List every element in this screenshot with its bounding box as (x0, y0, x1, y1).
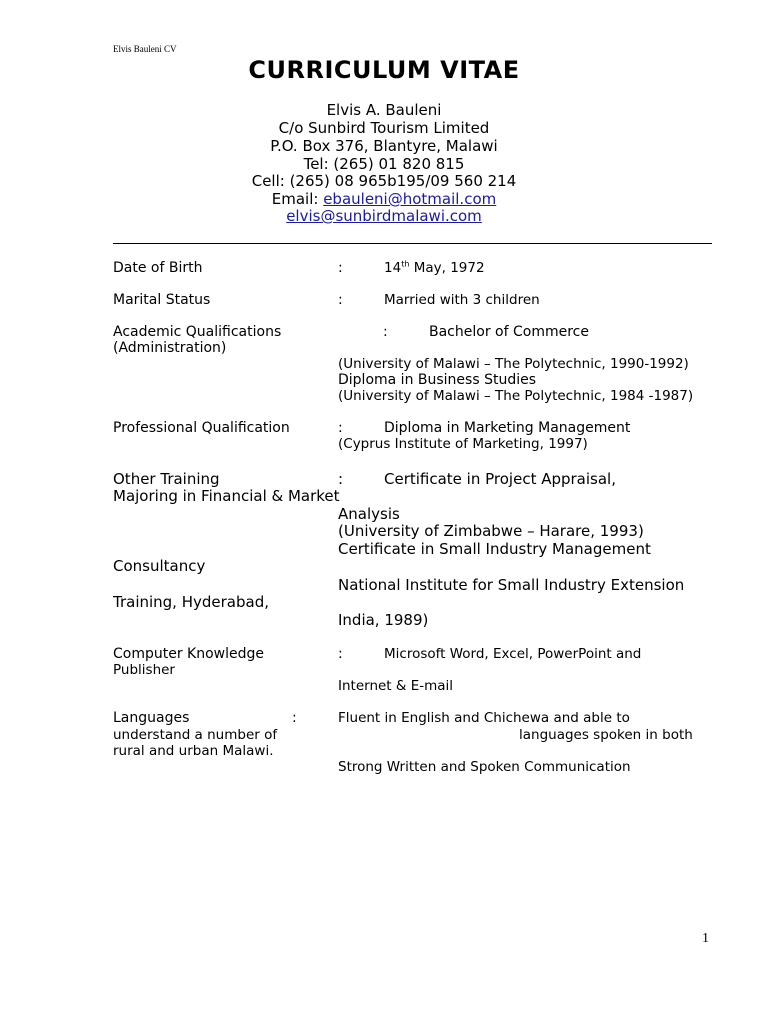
other-training-consultancy: Consultancy (113, 557, 206, 575)
contact-email-line-2 (0, 207, 768, 225)
dob-colon: : (338, 260, 343, 276)
languages-colon: : (292, 710, 297, 726)
computer-internet: Internet & E-mail (338, 678, 454, 694)
languages-left-2: understand a number of (113, 727, 278, 743)
divider (113, 243, 712, 244)
computer-colon: : (338, 646, 343, 662)
email-label: Email: (271, 190, 324, 208)
languages-left-3: rural and urban Malawi. (113, 743, 274, 759)
dob-value: 14th May, 1972 (384, 259, 485, 276)
email-link-sunbird[interactable]: elvis@sunbirdmalawi.com (286, 207, 482, 225)
contact-tel: Tel: (265) 01 820 815 (303, 155, 465, 173)
other-training-cert-1-detail: (University of Zimbabwe – Harare, 1993) (338, 522, 644, 540)
marital-label: Marital Status (113, 292, 211, 308)
other-training-line-3: Analysis (338, 505, 400, 523)
professional-value: Diploma in Marketing Management (384, 420, 631, 436)
contact-cell: Cell: (265) 08 965b195/09 560 214 (251, 172, 517, 190)
academic-degree-detail: (University of Malawi – The Polytechnic, 1990-1992) (338, 356, 689, 372)
other-training-institute: National Institute for Small Industry Extension (338, 576, 685, 594)
academic-diploma: Diploma in Business Studies (338, 372, 537, 388)
other-training-cert-1: Certificate in Project Appraisal, (384, 470, 616, 488)
email-link-hotmail[interactable]: ebauleni@hotmail.com (323, 190, 497, 208)
other-training-india: India, 1989) (338, 611, 429, 629)
marital-value: Married with 3 children (384, 292, 540, 308)
professional-colon: : (338, 420, 343, 436)
other-training-cert-2: Certificate in Small Industry Management (338, 540, 651, 558)
dob-label: Date of Birth (113, 260, 203, 276)
academic-degree: Bachelor of Commerce (429, 324, 589, 340)
other-training-colon: : (338, 470, 344, 488)
academic-label: Academic Qualifications (113, 324, 282, 340)
languages-right-2: languages spoken in both (519, 727, 693, 743)
languages-value: Fluent in English and Chichewa and able to (338, 710, 630, 726)
other-training-label: Other Training (113, 470, 220, 488)
header-note: Elvis Bauleni CV (113, 44, 177, 54)
professional-detail: (Cyprus Institute of Marketing, 1997) (338, 436, 588, 452)
academic-label-2: (Administration) (113, 340, 227, 356)
page-title: CURRICULUM VITAE (248, 56, 520, 84)
contact-name: Elvis A. Bauleni (326, 101, 442, 119)
computer-value: Microsoft Word, Excel, PowerPoint and (384, 646, 642, 662)
academic-colon: : (383, 324, 388, 340)
computer-publisher: Publisher (113, 662, 175, 678)
contact-email-line (0, 190, 768, 208)
professional-label: Professional Qualification (113, 420, 290, 436)
academic-diploma-detail: (University of Malawi – The Polytechnic, 1984 -1987) (338, 388, 694, 404)
languages-strong: Strong Written and Spoken Communication (338, 759, 631, 775)
contact-address: P.O. Box 376, Blantyre, Malawi (270, 137, 498, 155)
page-number: 1 (702, 931, 709, 946)
marital-colon: : (338, 292, 343, 308)
languages-label: Languages (113, 710, 190, 726)
other-training-training: Training, Hyderabad, (113, 593, 269, 611)
computer-label: Computer Knowledge (113, 646, 265, 662)
other-training-line-2: Majoring in Financial & Market (113, 487, 340, 505)
contact-company: C/o Sunbird Tourism Limited (278, 119, 490, 137)
